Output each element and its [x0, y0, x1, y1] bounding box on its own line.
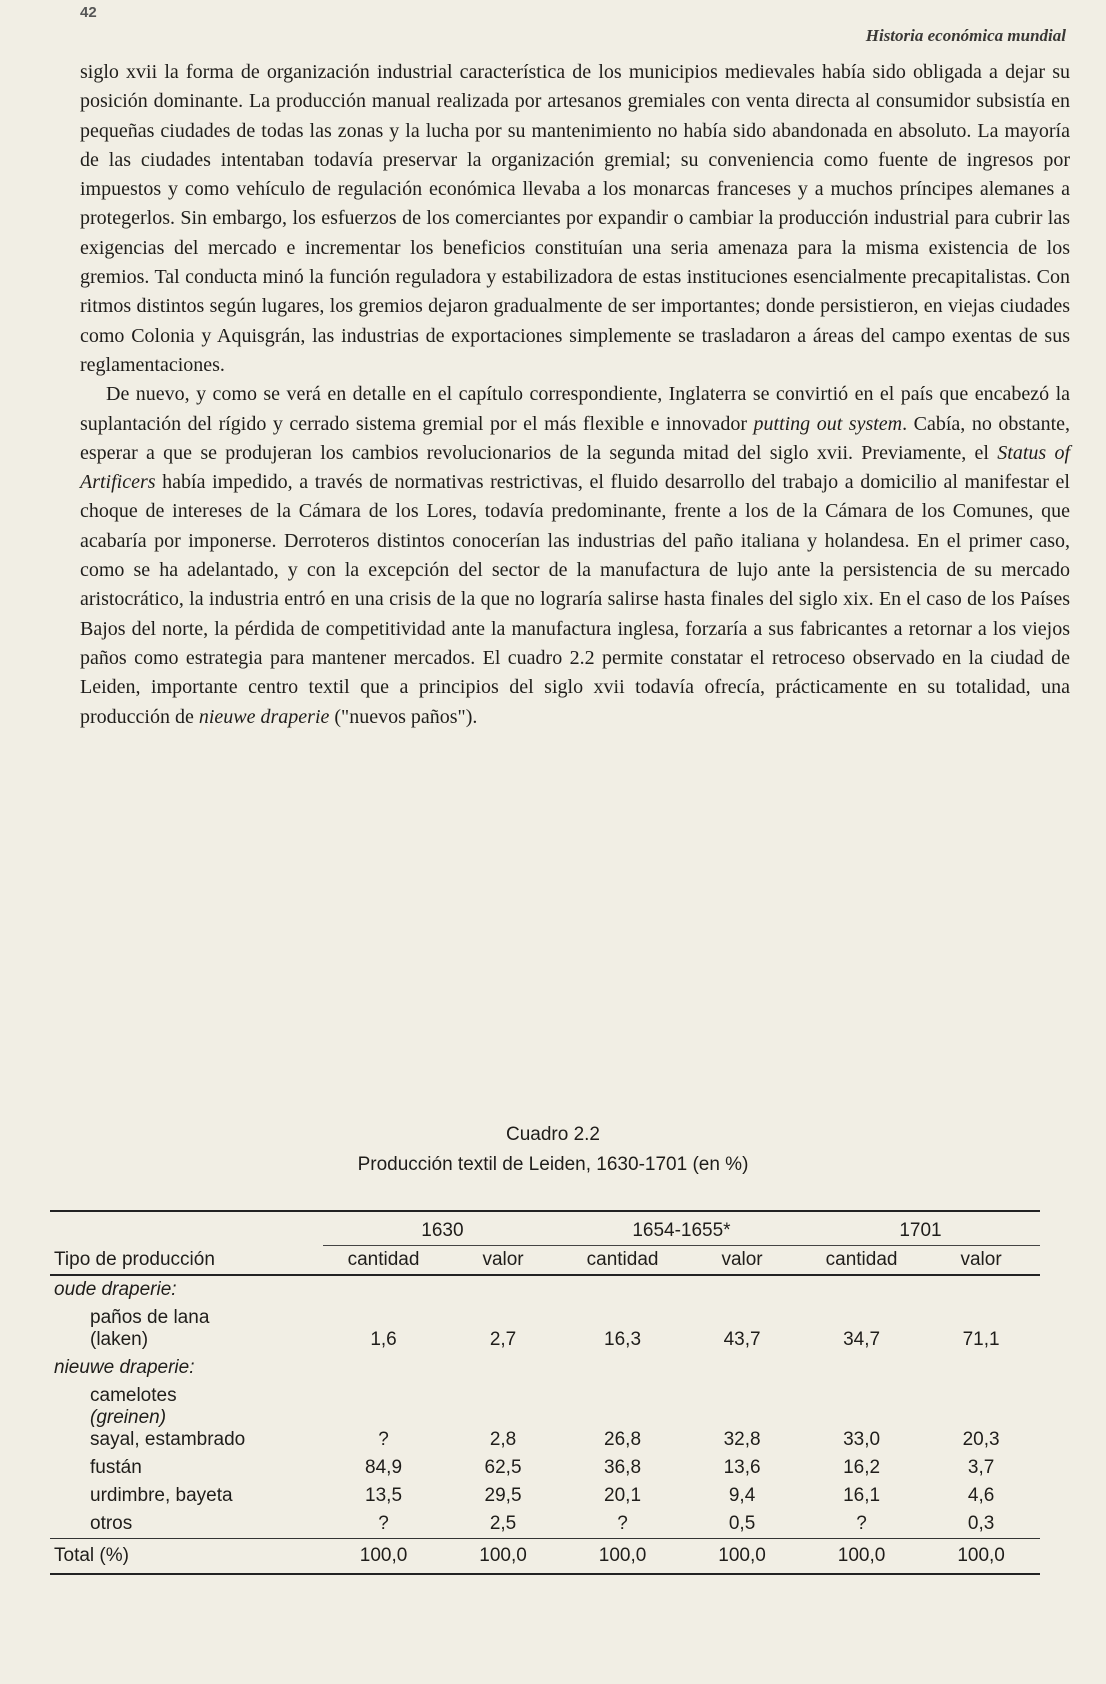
table-cell: 13,5 — [365, 1485, 403, 1506]
table-cell: 100,0 — [444, 1539, 562, 1575]
term-putting-out-system: putting out system — [753, 412, 903, 435]
row-label: fustán — [90, 1457, 142, 1478]
row-label: urdimbre, bayeta — [90, 1485, 233, 1506]
row-label: Total (%) — [50, 1539, 323, 1575]
table-cell: 100,0 — [683, 1539, 801, 1575]
paragraph-2-part-c: . Cabía, no obstante, esperar a que se produjeran los cambios revolucionarios de la segunda mitad del siglo xvii. Previamente, el — [80, 412, 1071, 464]
table-cell: 9,4 — [728, 1485, 756, 1506]
table-row — [50, 1382, 1040, 1454]
table-cell: 3,7 — [967, 1457, 995, 1478]
paragraph-2-part-g: ("nuevos paños"). — [329, 705, 478, 728]
table-row — [50, 1510, 1040, 1539]
running-head: Historia económica mundial — [865, 26, 1066, 45]
year-header-row — [50, 1211, 1040, 1246]
group-label-nieuwe: nieuwe draperie: — [54, 1357, 195, 1378]
paragraph-1: siglo xvii la forma de organización industrial característica de los municipios medievales había sido obligada a dejar su posición dominante. La producción manual realizada por artesanos gremiales con venta directa al consumidor subsistía en pequeñas ciudades de todas las zonas y la lucha por su mantenimiento no había sido abandonada en absoluto. La mayoría de las ciudades intentaban todavía preservar la organización gremial; su conveniencia como fuente de ingresos por impuestos y como vehículo de regulación económica llevaba a los monarcas franceses y a muchos príncipes alemanes a protegerlos. Sin embargo, los esfuerzos de los comerciantes por expandir o cambiar la producción industrial para cubrir las exigencias del mercado e incrementar los beneficios constituían una seria amenaza para la misma existencia de los gremios. Tal conducta minó la función reguladora y estabilizadora de estas instituciones esencialmente precapitalistas. Con ritmos distintos según lugares, los gremios dejaron gradualmente de ser importantes; donde persistieron, en viejas ciudades como Colonia y Aquisgrán, las industrias de exportaciones simplemente se trasladaron a áreas del campo exentas de sus reglamentaciones. — [80, 61, 1070, 376]
row-label-line: sayal, estambrado — [90, 1429, 246, 1450]
table-cell: ? — [378, 1513, 389, 1534]
table-cell: 71,1 — [962, 1329, 1000, 1350]
table-cell: 4,6 — [967, 1485, 995, 1506]
table-cell: 2,8 — [489, 1429, 517, 1450]
term-status-of-artificers: Status of Artificers — [80, 441, 1071, 494]
table-cell: 20,1 — [604, 1485, 642, 1506]
table-row — [50, 1304, 1040, 1354]
row-label-line: paños de lana — [90, 1307, 210, 1328]
paragraph-2-part-e: había impedido, a través de normativas restrictivas, el fluido desarrollo del trabajo a domicilio al manifestar el choque de intereses de la Cámara de los Lores, todavía predominante, frente a los de la Cámara de los Comunes, que acabaría por imponerse. Derroteros distintos conocerían las industrias del paño italiana y holandesa. En el primer caso, como se ha adelantado, y con la excepción del sector de la manufactura de lujo ante la persistencia de su mercado aristocrático, la industria entró en una crisis de la que no lograría salirse hasta finales del siglo xix. En el caso de los Países Bajos del norte, la pérdida de competitividad ante la manufactura inglesa, forzaría a sus fabricantes a retornar a los viejos paños como estrategia para mantener mercados. El cuadro 2.2 permite constatar el retroceso observado en la ciudad de Leiden, importante centro textil que a principios del siglo xvii todavía ofrecía, prácticamente en su totalidad, una producción de — [80, 471, 1070, 728]
table-cell: 2,5 — [489, 1513, 517, 1534]
year-header-1701: 1701 — [801, 1211, 1040, 1246]
table-cell: ? — [856, 1513, 867, 1534]
table-cell: 33,0 — [843, 1429, 881, 1450]
table-cell: ? — [378, 1429, 389, 1450]
table-cell: 43,7 — [723, 1329, 761, 1350]
year-header-blank — [50, 1211, 323, 1246]
table-label: Cuadro 2.2 — [505, 1124, 600, 1145]
table-cell: ? — [617, 1513, 628, 1534]
column-header-valor: valor — [444, 1246, 562, 1276]
group-label-oude: oude draperie: — [54, 1279, 177, 1300]
year-header-1654: 1654-1655* — [562, 1211, 801, 1246]
table-cell: 36,8 — [604, 1457, 642, 1478]
table-cell: 84,9 — [365, 1457, 403, 1478]
total-row — [50, 1539, 1040, 1575]
column-header-type: Tipo de producción — [50, 1246, 323, 1276]
column-header-cantidad: cantidad — [323, 1246, 444, 1276]
table-cell: 34,7 — [843, 1329, 881, 1350]
table-cell: 16,1 — [843, 1485, 881, 1506]
table-cell: 20,3 — [962, 1429, 1000, 1450]
table-row — [50, 1482, 1040, 1510]
production-table — [50, 1210, 1040, 1575]
table-cell: 32,8 — [723, 1429, 761, 1450]
table-cell: 1,6 — [370, 1329, 397, 1350]
column-header-valor: valor — [922, 1246, 1040, 1276]
row-label-line: (greinen) — [90, 1407, 167, 1428]
table-cell: 62,5 — [484, 1457, 522, 1478]
table-cell: 13,6 — [723, 1457, 761, 1478]
table-cell: 16,2 — [843, 1457, 881, 1478]
paragraph-2-part-a: De nuevo, y como se verá en detalle en el capítulo correspondiente, Inglaterra se convirtió en el país que encabezó la suplantación del rígido y cerrado sistema gremial por el más flexible e innovador — [80, 383, 1070, 435]
year-header-1630: 1630 — [323, 1211, 562, 1246]
column-header-cantidad: cantidad — [562, 1246, 683, 1276]
table-cell: 100,0 — [562, 1539, 683, 1575]
column-header-cantidad: cantidad — [801, 1246, 922, 1276]
table-cell: 100,0 — [323, 1539, 444, 1575]
table-cell: 0,3 — [967, 1513, 995, 1534]
table-cell: 16,3 — [604, 1329, 642, 1350]
group-row — [50, 1275, 1040, 1304]
row-label: otros — [90, 1513, 133, 1534]
table-cell: 26,8 — [604, 1429, 642, 1450]
row-label — [50, 1382, 323, 1454]
group-row — [50, 1354, 1040, 1382]
table-cell: 100,0 — [801, 1539, 922, 1575]
paragraph-2 — [80, 380, 1070, 732]
table-title: Producción textil de Leiden, 1630-1701 (en %) — [357, 1154, 749, 1175]
column-header-valor: valor — [683, 1246, 801, 1276]
row-label-line: camelotes — [90, 1385, 177, 1406]
table-cell: 29,5 — [484, 1485, 522, 1506]
term-nieuwe-draperie: nieuwe draperie — [198, 705, 330, 728]
body-text — [80, 58, 1070, 732]
row-label-line: (laken) — [90, 1329, 149, 1350]
table-cell: 100,0 — [922, 1539, 1040, 1575]
page-number: 42 — [80, 4, 97, 21]
table-cell: 2,7 — [489, 1329, 517, 1350]
column-header-row — [50, 1246, 1040, 1276]
table-row — [50, 1454, 1040, 1482]
row-label — [50, 1304, 323, 1354]
table-cell: 0,5 — [728, 1513, 756, 1534]
